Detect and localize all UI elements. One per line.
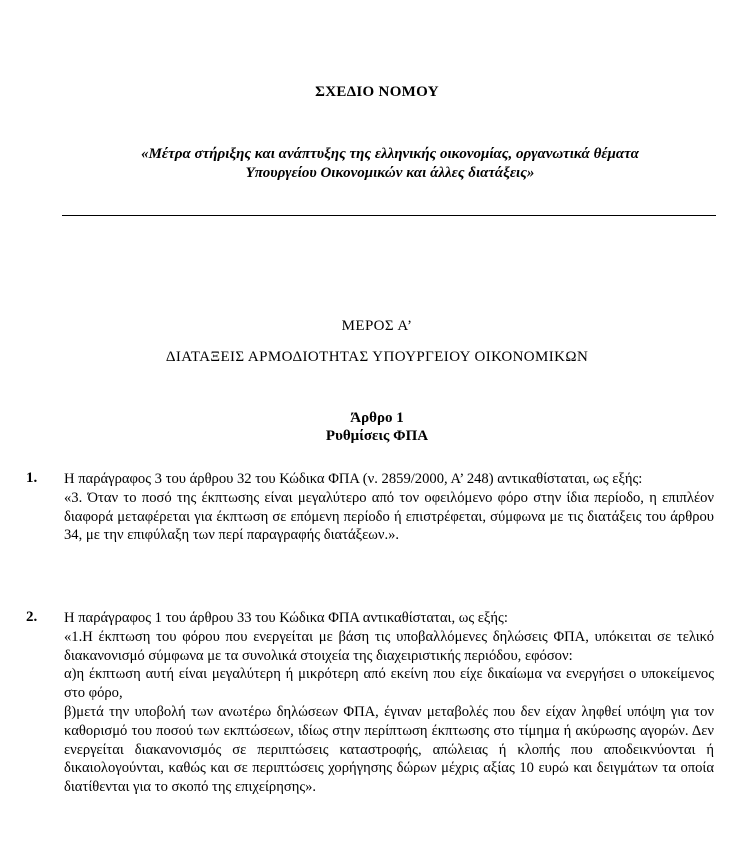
part-label: ΜΕΡΟΣ Α’ bbox=[341, 318, 413, 334]
item-body-1 bbox=[64, 470, 714, 545]
item-2-quote: «1.Η έκπτωση του φόρου που ενεργείται με βάση τις υποβαλλόμενες δηλώσεις ΦΠΑ, υπόκειται σε τελικό διακανονισμό σύμφωνα με τα συνολικά στοιχεία της διαχειριστικής περιόδου, εφόσον: bbox=[64, 628, 714, 664]
item-number-2: 2. bbox=[26, 609, 38, 625]
subtitle-line-1: «Μέτρα στήριξης και ανάπτυξης της ελληνικής οικονομίας, οργανωτικά θέματα bbox=[141, 146, 639, 162]
item-body-2 bbox=[64, 609, 714, 797]
document-subtitle bbox=[70, 145, 710, 183]
subtitle-line-2: Υπουργείου Οικονομικών και άλλες διατάξεις» bbox=[245, 165, 535, 181]
item-1-intro: Η παράγραφος 3 του άρθρου 32 του Κώδικα ΦΠΑ (ν. 2859/2000, Α’ 248) αντικαθίσταται, ως εξής: bbox=[64, 471, 643, 487]
article-title: Ρυθμίσεις ΦΠΑ bbox=[325, 428, 429, 444]
part-heading: ΔΙΑΤΑΞΕΙΣ ΑΡΜΟΔΙΟΤΗΤΑΣ ΥΠΟΥΡΓΕΙΟΥ ΟΙΚΟΝΟΜΙΚΩΝ bbox=[165, 349, 589, 365]
article-number: Άρθρο 1 bbox=[350, 410, 404, 426]
item-2-point-b: β)μετά την υποβολή των ανωτέρω δηλώσεων ΦΠΑ, έγιναν μεταβολές που δεν είχαν ληφθεί υπόψη για τον καθορισμό του ποσού των εκπτώσεων, ιδίως στην περίπτωση έκπτωσης στο τίμημα ή ακύρωσης αγορών. Δεν ενεργείται διακανονισμός σε περιπτώσεις καταστροφής, απώλειας ή κλοπής που αποδεικνύονται ή δικαιολογούνται, καθώς και σε περιπτώσεις χορήγησης δώρων μέχρις αξίας 10 ευρώ και δειγμάτων τα οποία διατίθενται για το σκοπό της επιχείρησης». bbox=[64, 703, 714, 796]
item-number-1: 1. bbox=[26, 470, 38, 486]
item-2-intro: Η παράγραφος 1 του άρθρου 33 του Κώδικα ΦΠΑ αντικαθίσταται, ως εξής: bbox=[64, 610, 508, 626]
horizontal-divider bbox=[62, 215, 716, 216]
document-title: ΣΧΕΔΙΟ ΝΟΜΟΥ bbox=[315, 84, 439, 100]
item-2-point-a: α)η έκπτωση αυτή είναι μεγαλύτερη ή μικρότερη από εκείνη που είχε δικαίωμα να ενεργήσει ο υποκείμενος στο φόρο, bbox=[64, 666, 714, 702]
item-1-quote: «3. Όταν το ποσό της έκπτωσης είναι μεγαλύτερο από τον οφειλόμενο φόρο στην ίδια περίοδο, η επιπλέον διαφορά μεταφέρεται για έκπτωση σε επόμενη περίοδο ή επιστρέφεται, σύμφωνα με τις διατάξεις του άρθρου 34, με την επιφύλαξη των περί παραγραφής διατάξεων.». bbox=[64, 489, 714, 544]
